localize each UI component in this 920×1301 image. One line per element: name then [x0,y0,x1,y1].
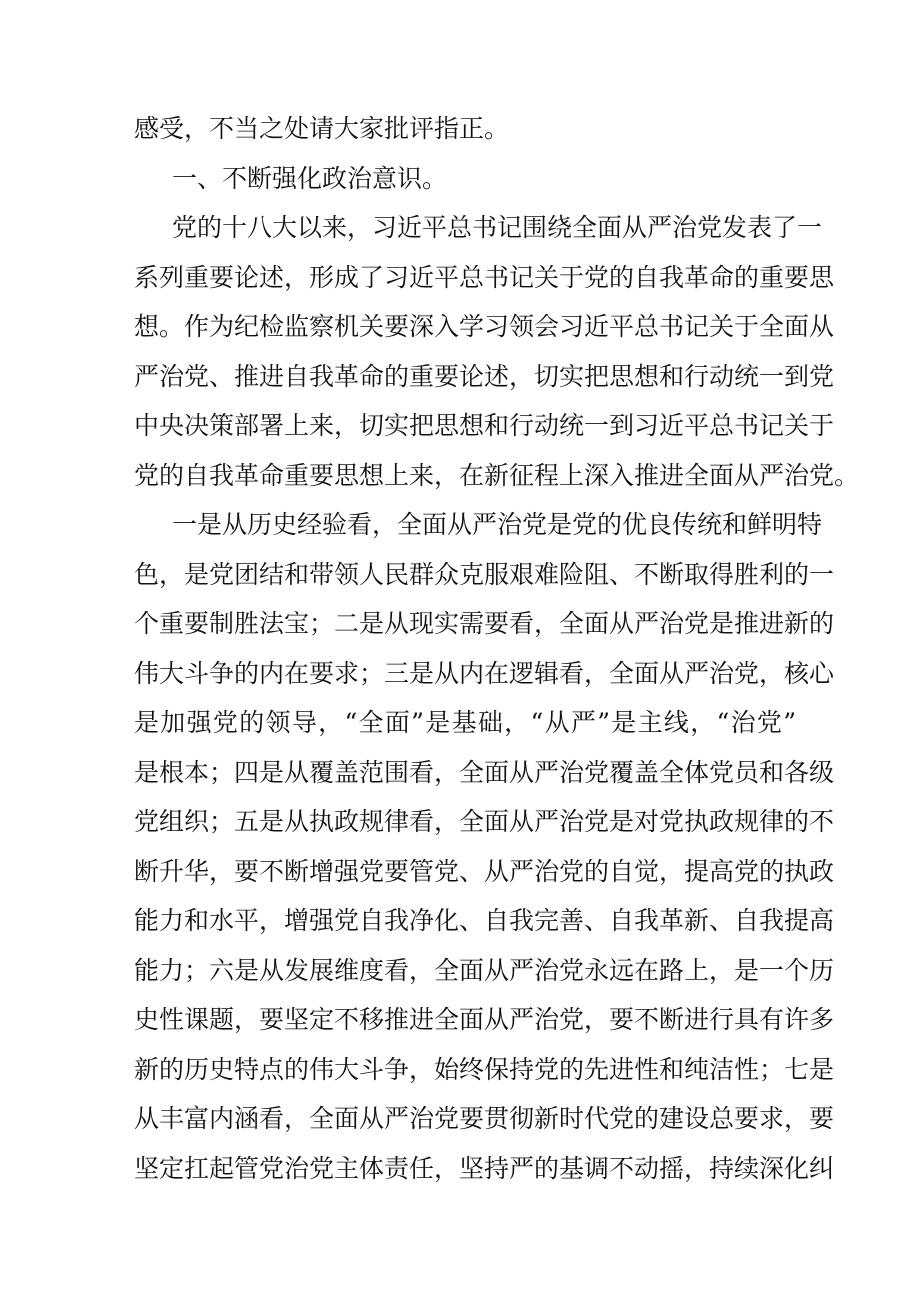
text-line: 坚定扛起管党治党主体责任，坚持严的基调不动摇，持续深化纠 [134,1153,835,1183]
text-line: 断升华，要不断增强党要管党、从严治党的自觉，提高党的执政 [134,856,835,886]
text-line: 新的历史特点的伟大斗争，始终保持党的先进性和纯洁性；七是 [134,1054,835,1084]
text-line: 是加强党的领导，“全面”是基础，“从严”是主线，“治党” [134,708,796,737]
paragraph-2 [134,500,835,1193]
text-line: 中央决策部署上来，切实把思想和行动统一到习近平总书记关于 [134,411,835,440]
text-line: 伟大斗争的内在要求；三是从内在逻辑看，全面从严治党，核心 [134,658,835,688]
text-line: 系列重要论述，形成了习近平总书记关于党的自我革命的重要思 [134,262,835,292]
text-line: 是根本；四是从覆盖范围看，全面从严治党覆盖全体党员和各级 [134,757,835,787]
text-line: 色，是党团结和带领人民群众克服艰难险阻、不断取得胜利的一 [134,559,835,589]
text-line: 党的自我革命重要思想上来，在新征程上深入推进全面从严治党。 [134,460,860,490]
text-line: 党的十八大以来，习近平总书记围绕全面从严治党发表了一 [172,213,823,242]
text-line: 感受，不当之处请大家批评指正。 [134,114,510,143]
text-line: 从丰富内涵看，全面从严治党要贯彻新时代党的建设总要求，要 [134,1104,835,1133]
heading-text: 一、不断强化政治意识。 [172,163,448,193]
text-line: 能力；六是从发展维度看，全面从严治党永远在路上，是一个历 [134,955,835,985]
section-heading [134,154,796,204]
text-line: 严治党、推进自我革命的重要论述，切实把思想和行动统一到党 [134,361,835,391]
text-line: 史性课题，要坚定不移推进全面从严治党，要不断进行具有许多 [134,1005,835,1034]
continuation-paragraph [134,104,796,154]
text-line: 一是从历史经验看，全面从严治党是党的优良传统和鲜明特 [172,510,823,539]
text-line: 能力和水平，增强党自我净化、自我完善、自我革新、自我提高 [134,906,835,935]
text-line: 个重要制胜法宝；二是从现实需要看，全面从严治党是推进新的 [134,609,835,638]
paragraph-1 [134,203,860,500]
text-line: 想。作为纪检监察机关要深入学习领会习近平总书记关于全面从 [134,312,835,341]
text-line: 党组织；五是从执政规律看，全面从严治党是对党执政规律的不 [134,807,835,836]
document-body [134,104,860,1193]
